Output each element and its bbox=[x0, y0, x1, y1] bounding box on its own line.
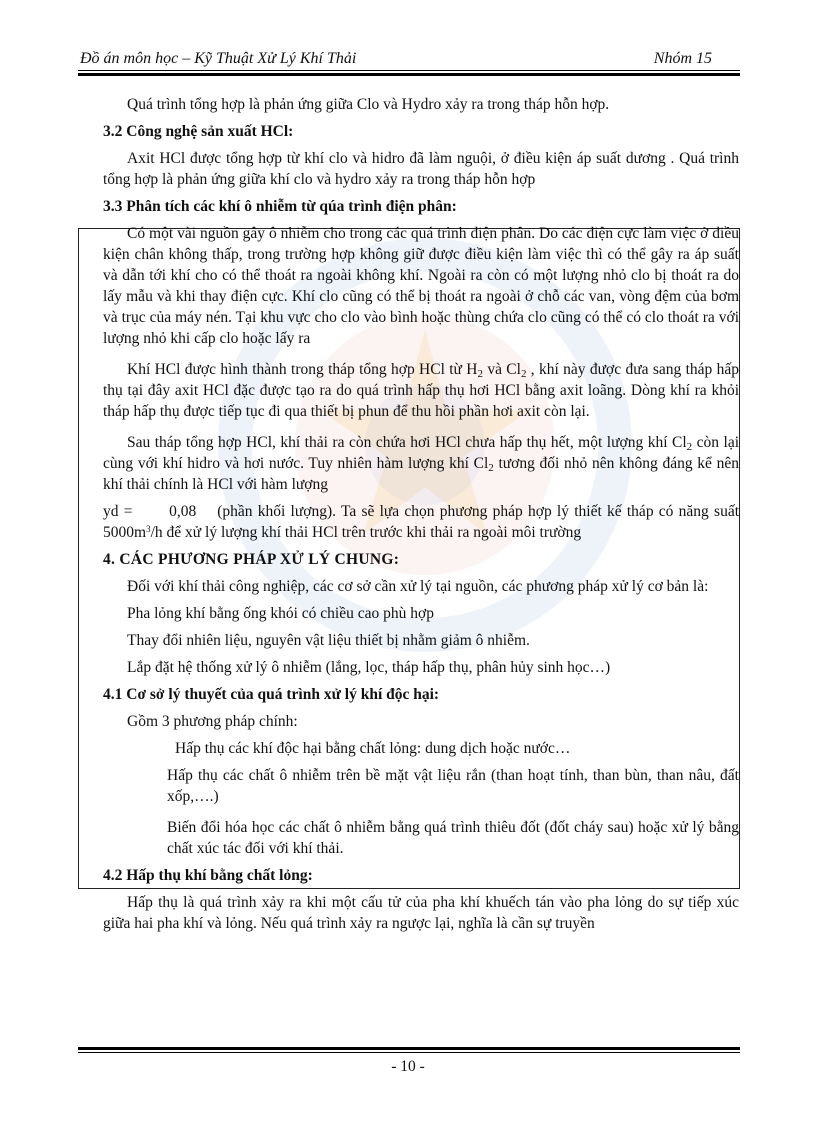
list-item: Hấp thụ các chất ô nhiễm trên bề mặt vật liệu rắn (than hoạt tính, than bùn, than nâu, đất xốp,….) bbox=[167, 767, 739, 805]
paragraph-absorption: Hấp thụ là quá trình xảy ra khi một cấu tử của pha khí khuếch tán vào pha lỏng do sự tiếp xúc giữa hai pha khí và lỏng. Nếu quá trình xảy ra ngược lại, nghĩa là cần sự truyền bbox=[103, 894, 739, 932]
page-number: - 10 - bbox=[391, 1058, 425, 1075]
paragraph-synthesis: Quá trình tổng hợp là phản ứng giữa Clo và Hydro xảy ra trong tháp hỗn hợp. bbox=[127, 96, 610, 113]
footer-rule-thick bbox=[78, 1047, 740, 1050]
paragraph-general-methods: Đối với khí thải công nghiệp, các cơ sở cần xử lý tại nguồn, các phương pháp xử lý cơ bản là: bbox=[127, 578, 709, 595]
header-rule-thin bbox=[78, 70, 740, 71]
paragraph-pollution-sources: Có một vài nguồn gây ô nhiễm cho trong các quá trình điện phân. Do các điện cực làm việc ở điều kiện chân không thấp, trong trường hợp không giữ được điều kiện làm việc thì có thể gây ra áp suất và dẫn tới khí cho có thể thoát ra ngoài không khí. Ngoài ra còn có một lượng nhỏ clo bị thoát ra do lấy mẫu và khi thay điện cực. Khí clo cũng có thể bị thoát ra ngoài ở chỗ các van, vòng đệm của bơm và trục của máy nén. Tại khu vực cho clo vào bình hoặc thùng chứa clo cũng có thể có clo thoát ra với lượng nhỏ khi cấp clo hoặc lấy ra bbox=[103, 225, 739, 347]
yd-value: 0,08 bbox=[169, 503, 197, 520]
list-item: Biến đổi hóa học các chất ô nhiễm bằng quá trình thiêu đốt (đốt cháy sau) hoặc xử lý bằng chất xúc tác đối với khí thải. bbox=[167, 819, 739, 857]
page-body bbox=[103, 94, 739, 934]
list-item: Pha lỏng khí bằng ống khói có chiều cao phù hợp bbox=[127, 605, 434, 622]
paragraph-hcl-tech: Axit HCl được tổng hợp từ khí clo và hidro đã làm nguội, ở điều kiện áp suất dương . Quá trình tổng hợp là phản ứng giữa khí clo và hydro xảy ra trong tháp hỗn hợp bbox=[103, 150, 739, 188]
heading-4-1: 4.1 Cơ sở lý thuyết của quá trình xử lý khí độc hại: bbox=[103, 686, 440, 703]
list-item: Thay đổi nhiên liệu, nguyên vật liệu thiết bị nhằm giảm ô nhiễm. bbox=[127, 632, 530, 649]
header-group: Nhóm 15 bbox=[653, 50, 712, 67]
yd-label: yd = bbox=[103, 503, 133, 520]
heading-3-2: 3.2 Công nghệ sản xuất HCl: bbox=[103, 123, 294, 140]
header-title: Đồ án môn học – Kỹ Thuật Xử Lý Khí Thải bbox=[80, 50, 357, 67]
paragraph-yd: yd = 0,08 (phần khối lượng). Ta sẽ lựa chọn phương pháp hợp lý thiết kế tháp có năng suất $5000m^3/h$ để xử lý lượng khí thải HCl trên trước khi thải ra ngoài môi trường bbox=[103, 503, 740, 541]
heading-3-3: 3.3 Phân tích các khí ô nhiễm từ qúa trình điện phân: bbox=[103, 198, 457, 215]
header-rule-thick bbox=[78, 73, 740, 76]
list-item: Hấp thụ các khí độc hại bằng chất lỏng: dung dịch hoặc nước… bbox=[175, 740, 571, 757]
paragraph-hcl-formation: Khí HCl được hình thành trong tháp tổng hợp HCl từ $H_2$ và $Cl_2$ , khí này được đưa sang tháp hấp thụ tại đây axit HCl đặc được tạo ra do quá trình hấp thụ hơi HCl bằng axit loãng. Dòng khí ra khỏi tháp hấp thụ được tiếp tục đi qua thiết bị phun để thu hồi phần hơi axit còn lại. bbox=[103, 361, 739, 420]
list-item: Lắp đặt hệ thống xử lý ô nhiễm (lắng, lọc, tháp hấp thụ, phân hủy sinh học…) bbox=[127, 659, 611, 676]
paragraph-three-methods: Gồm 3 phương pháp chính: bbox=[127, 713, 298, 730]
footer-rule-thin bbox=[78, 1052, 740, 1053]
heading-4-2: 4.2 Hấp thụ khí bằng chất lỏng: bbox=[103, 867, 313, 884]
heading-4: 4. CÁC PHƯƠNG PHÁP XỬ LÝ CHUNG: bbox=[103, 551, 400, 568]
paragraph-exhaust: Sau tháp tổng hợp HCl, khí thải ra còn chứa hơi HCl chưa hấp thụ hết, một lượng khí $Cl_2$ còn lại cùng với khí hidro và hơi nước. Tuy nhiên hàm lượng khí $Cl_2$ tương đối nhỏ nên không đáng kể nên khí thải chính là HCl với hàm lượng bbox=[103, 434, 740, 493]
